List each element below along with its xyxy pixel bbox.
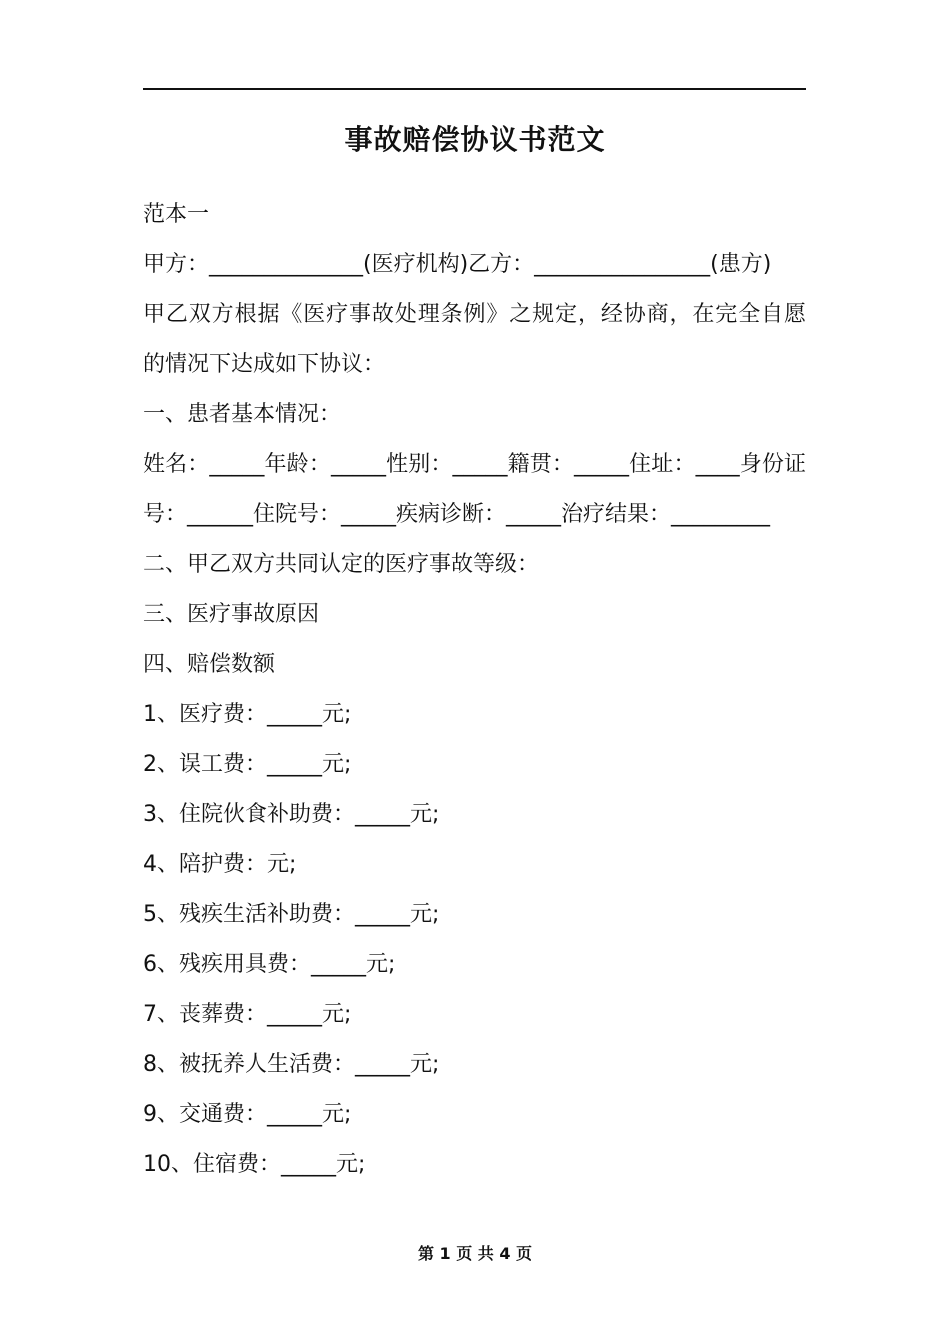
text-line-heading-2: 二、甲乙双方共同认定的医疗事故等级： [143,552,540,577]
text-line-item-7: 7、丧葬费：_____元; [143,1002,352,1027]
document-title: 事故赔偿协议书范文 [344,123,606,156]
text-line-heading-3: 三、医疗事故原因 [143,602,320,627]
document-body [143,190,806,1190]
text-line-item-3: 3、住院伙食补助费：_____元; [143,802,440,827]
text-line-item-10: 10、住宿费：_____元; [143,1152,366,1177]
text-line-section-label: 范本一 [143,202,210,227]
page-number-footer: 第 1 页 共 4 页 [417,1244,533,1263]
text-line-preamble-1: 甲乙双方根据《医疗事故处理条例》之规定，经协商，在完全自愿 [143,302,806,327]
text-line-item-9: 9、交通费：_____元; [143,1102,352,1127]
header-rule [143,88,806,90]
text-line-item-4: 4、陪护费：元; [143,852,297,877]
text-line-patient-info-2: 号：______住院号：_____疾病诊断：_____治疗结果：_________ [143,502,771,527]
text-line-item-1: 1、医疗费：_____元; [143,702,352,727]
text-line-item-2: 2、误工费：_____元; [143,752,352,777]
text-line-parties: 甲方：______________(医疗机构)乙方：________________(患方) [143,252,772,277]
text-line-item-6: 6、残疾用具费：_____元; [143,952,396,977]
text-line-heading-4: 四、赔偿数额 [143,652,276,677]
text-line-patient-info-1: 姓名：_____年龄：_____性别：_____籍贯：_____住址：____身份证 [143,452,806,477]
text-line-item-5: 5、残疾生活补助费：_____元; [143,902,440,927]
text-line-preamble-2: 的情况下达成如下协议： [143,352,386,377]
text-line-heading-1: 一、患者基本情况： [143,402,342,427]
text-line-item-8: 8、被抚养人生活费：_____元; [143,1052,440,1077]
